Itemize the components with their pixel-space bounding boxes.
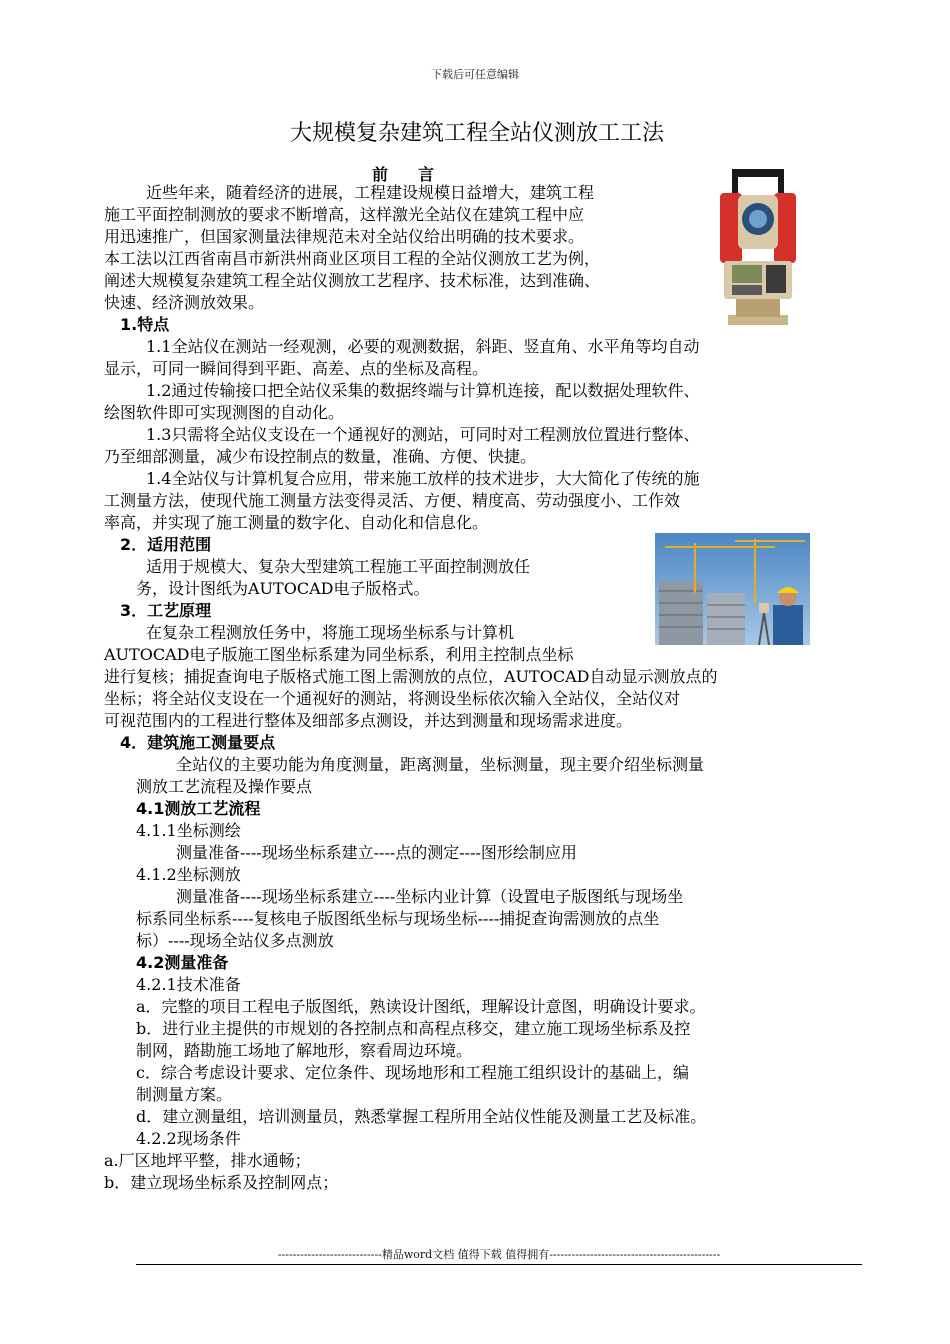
body-line: b．建立现场坐标系及控制网点；	[104, 1173, 339, 1192]
body-line: 1.1全站仪在测站一经观测，必要的观测数据，斜距、竖直角、水平角等均自动	[146, 337, 700, 356]
body-line: 务，设计图纸为AUTOCAD电子版格式。	[136, 579, 430, 598]
body-line: AUTOCAD电子版施工图坐标系建为同坐标系，利用主控制点坐标	[104, 645, 574, 664]
body-line: 适用于规模大、复杂大型建筑工程施工平面控制测放任	[146, 557, 531, 576]
body-line: a．完整的项目工程电子版图纸，熟读设计图纸，理解设计意图，明确设计要求。	[136, 997, 706, 1016]
construction-site-photo	[655, 533, 810, 645]
body-line: 可视范围内的工程进行整体及细部多点测设，并达到测量和现场需求进度。	[104, 711, 633, 730]
body-line: 近些年来，随着经济的进展，工程建设规模日益增大，建筑工程	[146, 183, 595, 202]
section-heading: 4．建筑施工测量要点	[120, 733, 276, 752]
body-line: 制测量方案。	[136, 1085, 233, 1104]
body-line: 率高，并实现了施工测量的数字化、自动化和信息化。	[104, 513, 489, 532]
body-line: c．综合考虑设计要求、定位条件、现场地形和工程施工组织设计的基础上，编	[136, 1063, 689, 1082]
body-line: 坐标；将全站仪支设在一个通视好的测站，将测设坐标依次输入全站仪，全站仪对	[104, 689, 681, 708]
document-title: 大规模复杂建筑工程全站仪测放工工法	[290, 121, 665, 146]
body-line: 快速、经济测放效果。	[104, 293, 265, 312]
body-line: 测量准备----现场坐标系建立----坐标内业计算（设置电子版图纸与现场坐	[176, 887, 684, 906]
body-line: 本工法以江西省南昌市新洪州商业区项目工程的全站仪测放工艺为例，	[104, 249, 601, 268]
body-line: 在复杂工程测放任务中，将施工现场坐标系与计算机	[146, 623, 515, 642]
body-line: 4.2.2现场条件	[136, 1129, 241, 1148]
body-line: 4.1.2坐标测放	[136, 865, 241, 884]
body-line: 制网，踏勘施工场地了解地形，察看周边环境。	[136, 1041, 473, 1060]
body-line: 工测量方法，使现代施工测量方法变得灵活、方便、精度高、劳动强度小、工作效	[104, 491, 681, 510]
section-heading: 2．适用范围	[120, 535, 212, 554]
body-line: b．进行业主提供的市规划的各控制点和高程点移交，建立施工现场坐标系及控	[136, 1019, 691, 1038]
body-line: d．建立测量组，培训测量员，熟悉掌握工程所用全站仪性能及测量工艺及标准。	[136, 1107, 707, 1126]
body-line: 标）----现场全站仪多点测放	[136, 931, 334, 950]
body-line: 4.2.1技术准备	[136, 975, 241, 994]
body-line: 用迅速推广，但国家测量法律规范未对全站仪给出明确的技术要求。	[104, 227, 585, 246]
total-station-photo	[706, 165, 810, 333]
body-line: 阐述大规模复杂建筑工程全站仪测放工艺程序、技术标准，达到准确、	[104, 271, 601, 290]
preface-heading: 前言	[372, 165, 465, 184]
body-line: 1.2通过传输接口把全站仪采集的数据终端与计算机连接，配以数据处理软件、	[146, 381, 700, 400]
body-line: 进行复核；捕捉查询电子版格式施工图上需测放的点位，AUTOCAD自动显示测放点的	[104, 667, 718, 686]
section-heading: 4.1测放工艺流程	[136, 799, 261, 818]
body-line: 乃至细部测量，减少布设控制点的数量，准确、方便、快捷。	[104, 447, 537, 466]
body-line: 施工平面控制测放的要求不断增高，这样激光全站仪在建筑工程中应	[104, 205, 585, 224]
body-line: 1.3只需将全站仪支设在一个通视好的测站，可同时对工程测放位置进行整体、	[146, 425, 700, 444]
body-line: 测量准备----现场坐标系建立----点的测定----图形绘制应用	[176, 843, 577, 862]
section-heading: 1.特点	[120, 315, 170, 334]
body-line: 1.4全站仪与计算机复合应用，带来施工放样的技术进步，大大简化了传统的施	[146, 469, 700, 488]
body-line: 测放工艺流程及操作要点	[136, 777, 313, 796]
section-heading: 4.2测量准备	[136, 953, 229, 972]
body-line: 标系同坐标系----复核电子版图纸坐标与现场坐标----捕捉查询需测放的点坐	[136, 909, 660, 928]
footer-text: ----------------------------精品word文档 值得下载 值得拥有----------------------------------------------	[277, 1248, 721, 1261]
section-heading: 3．工艺原理	[120, 601, 212, 620]
body-line: 4.1.1坐标测绘	[136, 821, 241, 840]
footer-rule	[136, 1264, 862, 1265]
body-line: 绘图软件即可实现测图的自动化。	[104, 403, 345, 422]
body-line: 显示，可同一瞬间得到平距、高差、点的坐标及高程。	[104, 359, 489, 378]
page-header: 下载后可任意编辑	[431, 68, 519, 81]
body-line: 全站仪的主要功能为角度测量，距离测量，坐标测量，现主要介绍坐标测量	[176, 755, 705, 774]
body-line: a.厂区地坪平整，排水通畅；	[104, 1151, 311, 1170]
